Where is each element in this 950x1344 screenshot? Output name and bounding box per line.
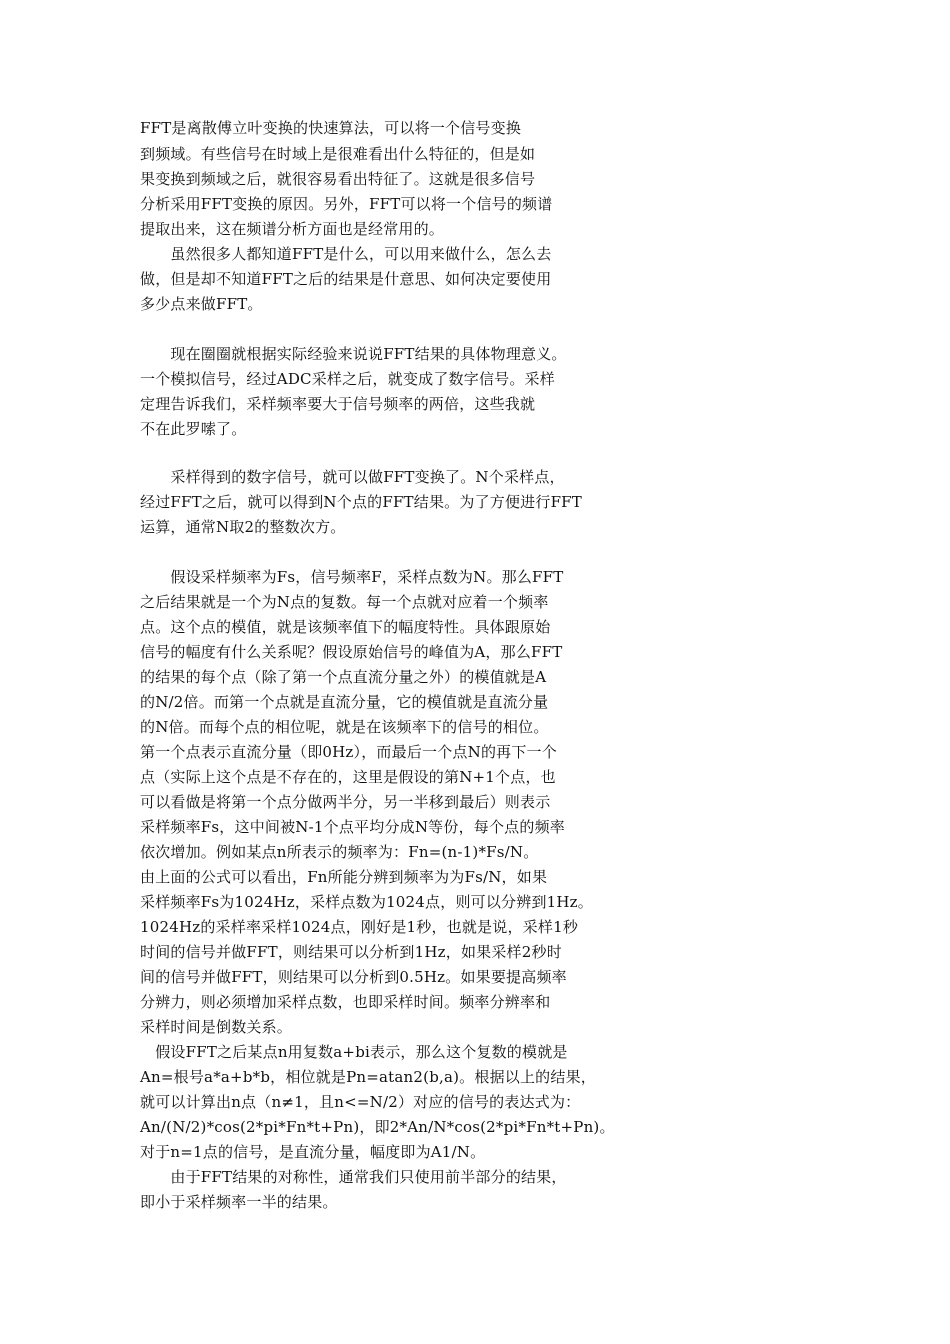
text-line: 一个模拟信号，经过ADC采样之后，就变成了数字信号。采样 xyxy=(140,370,555,388)
text-line: 可以看做是将第一个点分做两半分，另一半移到最后）则表示 xyxy=(140,793,551,811)
text-line: 不在此罗嗦了。 xyxy=(140,420,247,438)
text-line: 点。这个点的模值，就是该频率值下的幅度特性。具体跟原始 xyxy=(140,618,551,636)
text-line: 由上面的公式可以看出，Fn所能分辨到频率为为Fs/N，如果 xyxy=(140,868,548,886)
text-line: 对于n=1点的信号，是直流分量，幅度即为A1/N。 xyxy=(140,1143,486,1161)
text-line: 提取出来，这在频谱分析方面也是经常用的。 xyxy=(140,220,445,238)
text-line: 分辨力，则必须增加采样点数，也即采样时间。频率分辨率和 xyxy=(140,993,551,1011)
text-line: 运算，通常N取2的整数次方。 xyxy=(140,518,346,536)
text-line: An/(N/2)*cos(2*pi*Fn*t+Pn)，即2*An/N*cos(2*pi*Fn*t+Pn)。 xyxy=(140,1118,615,1136)
text-line: 依次增加。例如某点n所表示的频率为：Fn=(n-1)*Fs/N。 xyxy=(140,843,539,861)
text-line: 到频域。有些信号在时域上是很难看出什么特征的，但是如 xyxy=(140,145,536,163)
text-line: 虽然很多人都知道FFT是什么，可以用来做什么，怎么去 xyxy=(140,245,552,263)
text-line: 经过FFT之后，就可以得到N个点的FFT结果。为了方便进行FFT xyxy=(140,493,582,511)
text-line: 多少点来做FFT。 xyxy=(140,295,263,313)
text-line: 采样得到的数字信号，就可以做FFT变换了。N个采样点， xyxy=(140,468,565,486)
text-line: 假设FFT之后某点n用复数a+bi表示，那么这个复数的模就是 xyxy=(140,1043,568,1061)
text-line: 之后结果就是一个为N点的复数。每一个点就对应着一个频率 xyxy=(140,593,549,611)
text-line: 的N/2倍。而第一个点就是直流分量，它的模值就是直流分量 xyxy=(140,693,549,711)
text-line: 点（实际上这个点是不存在的，这里是假设的第N+1个点，也 xyxy=(140,768,556,786)
text-line: 即小于采样频率一半的结果。 xyxy=(140,1193,338,1211)
text-line: 采样时间是倒数关系。 xyxy=(140,1018,293,1036)
text-line: 时间的信号并做FFT，则结果可以分析到1Hz，如果采样2秒时 xyxy=(140,943,562,961)
text-line: 果变换到频域之后，就很容易看出特征了。这就是很多信号 xyxy=(140,170,536,188)
text-line: 分析采用FFT变换的原因。另外，FFT可以将一个信号的频谱 xyxy=(140,195,553,213)
text-line: 就可以计算出n点（n≠1，且n<=N/2）对应的信号的表达式为： xyxy=(140,1093,581,1111)
text-line: 做，但是却不知道FFT之后的结果是什意思、如何决定要使用 xyxy=(140,270,552,288)
text-line: 间的信号并做FFT，则结果可以分析到0.5Hz。如果要提高频率 xyxy=(140,968,567,986)
text-line: 1024Hz的采样率采样1024点，刚好是1秒，也就是说，采样1秒 xyxy=(140,918,579,936)
text-line: 假设采样频率为Fs，信号频率F，采样点数为N。那么FFT xyxy=(140,568,564,586)
text-line: 现在圈圈就根据实际经验来说说FFT结果的具体物理意义。 xyxy=(140,345,567,363)
text-line: 的结果的每个点（除了第一个点直流分量之外）的模值就是A xyxy=(140,668,547,686)
text-line: 定理告诉我们，采样频率要大于信号频率的两倍，这些我就 xyxy=(140,395,536,413)
text-line: 第一个点表示直流分量（即0Hz），而最后一个点N的再下一个 xyxy=(140,743,557,761)
text-line: 采样频率Fs，这中间被N-1个点平均分成N等份，每个点的频率 xyxy=(140,818,565,836)
text-line: 由于FFT结果的对称性，通常我们只使用前半部分的结果， xyxy=(140,1168,567,1186)
text-line: 信号的幅度有什么关系呢？假设原始信号的峰值为A，那么FFT xyxy=(140,643,563,661)
text-line: 采样频率Fs为1024Hz，采样点数为1024点，则可以分辨到1Hz。 xyxy=(140,893,593,911)
text-line: FFT是离散傅立叶变换的快速算法，可以将一个信号变换 xyxy=(140,119,522,137)
text-line: An=根号a*a+b*b，相位就是Pn=atan2(b,a)。根据以上的结果， xyxy=(140,1068,596,1086)
text-line: 的N倍。而每个点的相位呢，就是在该频率下的信号的相位。 xyxy=(140,718,549,736)
